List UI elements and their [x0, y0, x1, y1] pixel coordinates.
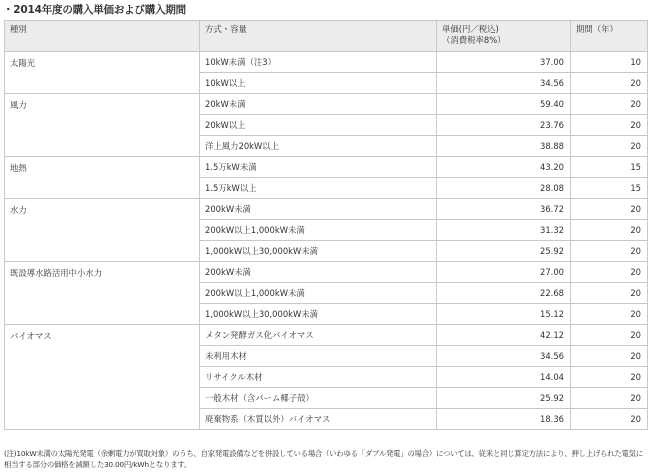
cell-price: 42.12: [437, 325, 571, 346]
cell-method: 未利用木材: [200, 346, 437, 367]
cell-type: 既設導水路活用中小水力: [5, 262, 200, 325]
cell-method: 1,000kW以上30,000kW未満: [200, 241, 437, 262]
cell-price: 31.32: [437, 220, 571, 241]
cell-method: 20kW以上: [200, 115, 437, 136]
table-row: [5, 94, 648, 115]
table-row: [5, 325, 648, 346]
cell-method: 10kW未満（注3）: [200, 52, 437, 73]
cell-method: リサイクル木材: [200, 367, 437, 388]
cell-period: 20: [571, 73, 648, 94]
cell-method: 洋上風力20kW以上: [200, 136, 437, 157]
cell-method: 200kW以上1,000kW未満: [200, 220, 437, 241]
cell-price: 14.04: [437, 367, 571, 388]
cell-period: 20: [571, 241, 648, 262]
cell-method: 1.5万kW未満: [200, 157, 437, 178]
cell-price: 28.08: [437, 178, 571, 199]
price-table: [4, 20, 648, 430]
cell-price: 15.12: [437, 304, 571, 325]
cell-price: 34.56: [437, 73, 571, 94]
cell-price: 38.88: [437, 136, 571, 157]
cell-method: 10kW以上: [200, 73, 437, 94]
cell-period: 10: [571, 52, 648, 73]
cell-period: 20: [571, 199, 648, 220]
cell-period: 20: [571, 115, 648, 136]
cell-period: 15: [571, 178, 648, 199]
cell-price: 25.92: [437, 388, 571, 409]
cell-price: 22.68: [437, 283, 571, 304]
cell-period: 20: [571, 220, 648, 241]
cell-method: メタン発酵ガス化バイオマス: [200, 325, 437, 346]
cell-period: 20: [571, 94, 648, 115]
cell-type: 水力: [5, 199, 200, 262]
page-title: ・2014年度の購入単価および購入期間: [3, 4, 186, 16]
table-header-row: [5, 21, 648, 52]
cell-period: 15: [571, 157, 648, 178]
cell-type: 風力: [5, 94, 200, 157]
header-price: [437, 21, 571, 52]
cell-method: 一般木材（含パーム椰子殻）: [200, 388, 437, 409]
table-row: [5, 52, 648, 73]
table-body: [5, 52, 648, 430]
header-type: 種別: [5, 21, 200, 52]
cell-period: 20: [571, 388, 648, 409]
cell-period: 20: [571, 262, 648, 283]
header-price-line1: 単価(円／税込): [442, 24, 499, 34]
cell-method: 200kW未満: [200, 199, 437, 220]
cell-method: 20kW未満: [200, 94, 437, 115]
cell-price: 34.56: [437, 346, 571, 367]
cell-period: 20: [571, 136, 648, 157]
cell-type: 地熱: [5, 157, 200, 199]
header-period: 期間（年）: [571, 21, 648, 52]
cell-price: 59.40: [437, 94, 571, 115]
cell-type: 太陽光: [5, 52, 200, 94]
cell-method: 200kW以上1,000kW未満: [200, 283, 437, 304]
cell-period: 20: [571, 304, 648, 325]
cell-method: 1.5万kW以上: [200, 178, 437, 199]
cell-period: 20: [571, 367, 648, 388]
cell-period: 20: [571, 325, 648, 346]
table-row: [5, 262, 648, 283]
cell-price: 36.72: [437, 199, 571, 220]
cell-period: 20: [571, 283, 648, 304]
cell-method: 200kW未満: [200, 262, 437, 283]
cell-period: 20: [571, 409, 648, 430]
table-row: [5, 157, 648, 178]
cell-price: 27.00: [437, 262, 571, 283]
cell-type: バイオマス: [5, 325, 200, 430]
cell-method: 廃棄物系（木質以外）バイオマス: [200, 409, 437, 430]
cell-price: 18.36: [437, 409, 571, 430]
cell-price: 37.00: [437, 52, 571, 73]
cell-price: 23.76: [437, 115, 571, 136]
footnote: (注)10kW未満の太陽光発電（余剰電力が買取対象）のうち、自家発電設備などを併設している場合（いわゆる「ダブル発電」の場合）については、従来と同じ算定方法により、押し上げられた電気に相当する部分の価格を減額した30.00円/kWhとなります。: [4, 449, 643, 469]
header-method: 方式・容量: [200, 21, 437, 52]
table-row: [5, 199, 648, 220]
cell-period: 20: [571, 346, 648, 367]
cell-price: 43.20: [437, 157, 571, 178]
header-price-line2: （消費税率8%）: [442, 35, 506, 45]
cell-method: 1,000kW以上30,000kW未満: [200, 304, 437, 325]
cell-price: 25.92: [437, 241, 571, 262]
